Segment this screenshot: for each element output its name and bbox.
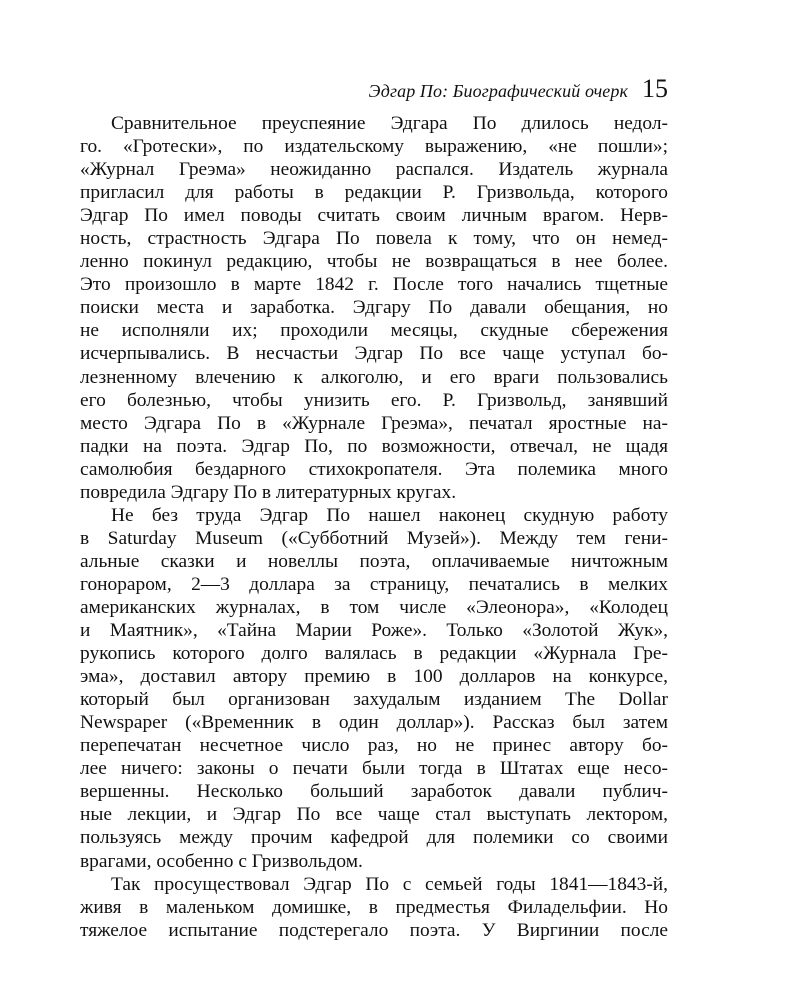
text-line: его болезнью, чтобы унизить его. Р. Гризвольд, занявший [80, 389, 668, 411]
text-line: перепечатан несчетное число раз, но не принес автору бо- [80, 735, 668, 757]
text-line: исчерпывались. В несчастьи Эдгар По все чаще уступал бо- [80, 343, 668, 365]
text-line: «Журнал Греэма» неожиданно распался. Издатель журнала [80, 159, 668, 181]
text-line: ность, страстность Эдгара По повела к тому, что он немед- [80, 228, 668, 250]
text-line: живя в маленьком домишке, в предместья Филадельфии. Но [80, 896, 668, 918]
text-line: самолюбия бездарного стихокропателя. Эта полемика много [80, 458, 668, 480]
text-line: Так просуществовал Эдгар По с семьей годы 1841—1843-й, [111, 873, 668, 895]
page-number: 15 [642, 74, 668, 103]
text-line: лезненному влечению к алкоголю, и его враги пользовались [80, 366, 668, 388]
text-line: место Эдгара По в «Журнале Греэма», печатал яростные на- [80, 412, 668, 434]
text-line: го. «Гротески», по издательскому выражению, «не пошли»; [80, 136, 668, 158]
text-line: который был организован захудалым изданием The Dollar [80, 689, 668, 711]
text-line: падки на поэта. Эдгар По, по возможности, отвечал, не щадя [80, 435, 668, 457]
paragraph-1 [80, 112, 668, 504]
text-line: вершенны. Несколько больший заработок давали публич- [80, 781, 668, 803]
text-line: повредила Эдгару По в литературных кругах. [80, 481, 457, 503]
text-line: альные сказки и новеллы поэта, оплачиваемые ничтожным [80, 550, 668, 572]
text-line: врагами, особенно с Гризвольдом. [80, 850, 363, 872]
text-line: в Saturday Museum («Субботний Музей»). Между тем гени- [80, 527, 668, 549]
text-line: лее ничего: законы о печати были тогда в Штатах еще несо- [80, 758, 668, 780]
text-line: Newspaper («Временник в один доллар»). Рассказ был затем [80, 712, 668, 734]
text-line: Сравнительное преуспеяние Эдгара По длилось недол- [111, 113, 668, 134]
text-line: Не без труда Эдгар По нашел наконец скудную работу [111, 504, 668, 526]
text-line: рукопись которого долго валялась в редакции «Журнала Гре- [80, 643, 668, 665]
paragraph-2 [80, 504, 668, 873]
text-line: пригласил для работы в редакции Р. Гризвольда, которого [80, 182, 668, 204]
text-line: гонораром, 2—3 доллара за страницу, печатались в мелких [80, 573, 668, 595]
body-text [80, 112, 668, 942]
text-line: Это произошло в марте 1842 г. После того начались тщетные [80, 274, 668, 296]
text-line: Эдгар По имел поводы считать своим личным врагом. Нерв- [80, 205, 668, 227]
running-title: Эдгар По: Биографический очерк [368, 81, 628, 101]
text-line: не исполняли их; проходили месяцы, скудные сбережения [80, 320, 668, 342]
text-line: поиски места и заработка. Эдгару По давали обещания, но [80, 297, 668, 319]
text-line: и Маятник», «Тайна Марии Роже». Только «Золотой Жук», [80, 620, 668, 642]
text-line: ленно покинул редакцию, чтобы не возвращаться в нее более. [80, 251, 668, 273]
text-line: тяжелое испытание подстерегало поэта. У Виргинии после [80, 919, 668, 941]
paragraph-3 [80, 873, 668, 942]
text-line: ные лекции, и Эдгар По все чаще стал выступать лектором, [80, 804, 668, 826]
text-line: американских журналах, в том числе «Элеонора», «Колодец [80, 596, 668, 618]
text-line: эма», доставил автору премию в 100 долларов на конкурсе, [80, 666, 668, 688]
text-line: пользуясь между прочим кафедрой для полемики со своими [80, 827, 668, 849]
running-header [80, 76, 668, 106]
